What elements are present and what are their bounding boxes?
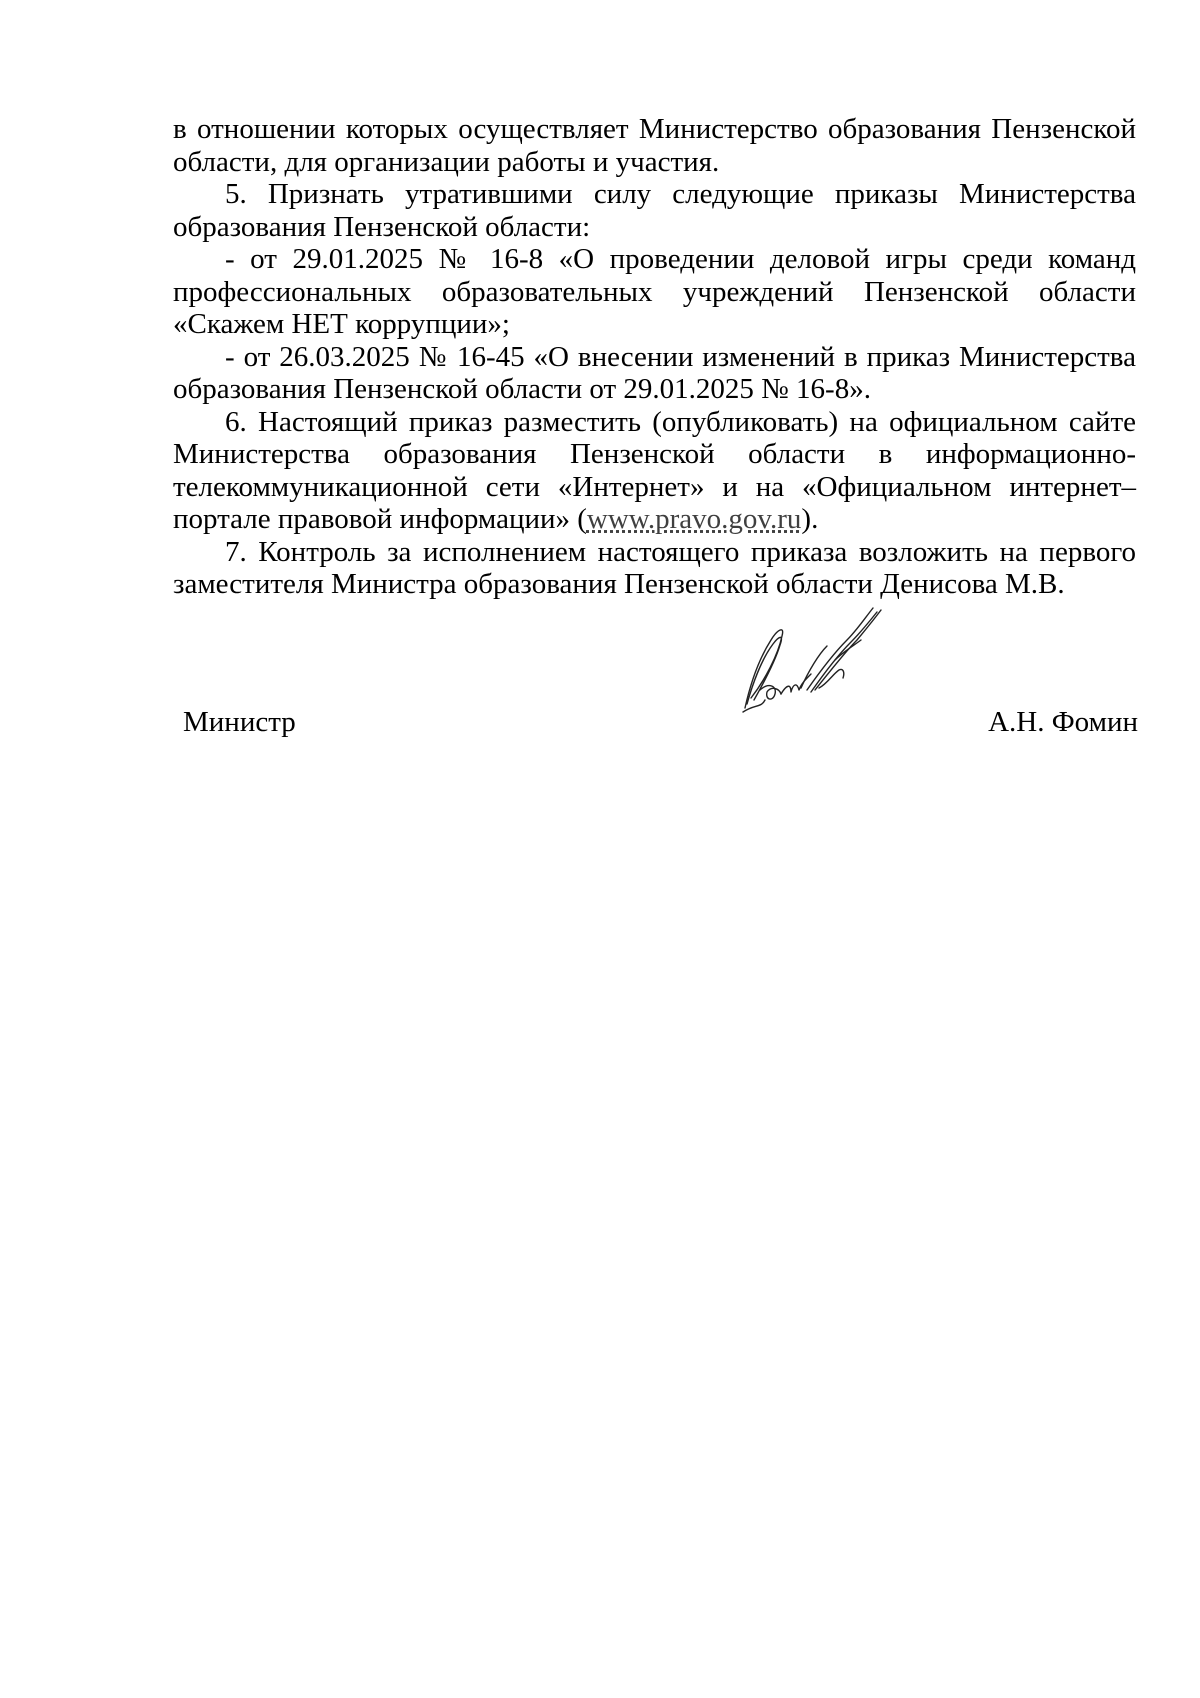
paragraph-5: 5. Признать утратившими силу следующие приказы Министерства образования Пензенской области:	[173, 178, 1136, 243]
paragraph-6	[173, 406, 1136, 536]
signatory-title: Министр	[183, 706, 296, 738]
signatory-name: А.Н. Фомин	[988, 706, 1138, 738]
paragraph-7: 7. Контроль за исполнением настоящего приказа возложить на первого заместителя Министра образования Пензенской области Денисова М.В.	[173, 535, 1136, 600]
pravo-gov-link[interactable]: www.pravo.gov.ru	[586, 503, 802, 535]
paragraph-5-item-2: - от 26.03.2025 № 16-45 «О внесении изменений в приказ Министерства образования Пензенской области от 29.01.2025 № 16-8».	[173, 340, 1136, 405]
handwritten-signature	[735, 600, 915, 715]
paragraph-6-tail: ).	[801, 503, 819, 535]
paragraph-6-text: 6. Настоящий приказ разместить (опубликовать) на официальном сайте Министерства образования Пензенской области в информационно-телекоммуникационной сети «Интернет» и на «Официальном интернет–портале правовой информации» (	[173, 405, 1136, 535]
document-body	[173, 113, 1136, 601]
paragraph-5-item-1: - от 29.01.2025 № 16-8 «О проведении деловой игры среди команд профессиональных образовательных учреждений Пензенской области «Скажем НЕТ коррупции»;	[173, 243, 1136, 340]
paragraph-continuation: в отношении которых осуществляет Министерство образования Пензенской области, для организации работы и участия.	[173, 113, 1136, 178]
